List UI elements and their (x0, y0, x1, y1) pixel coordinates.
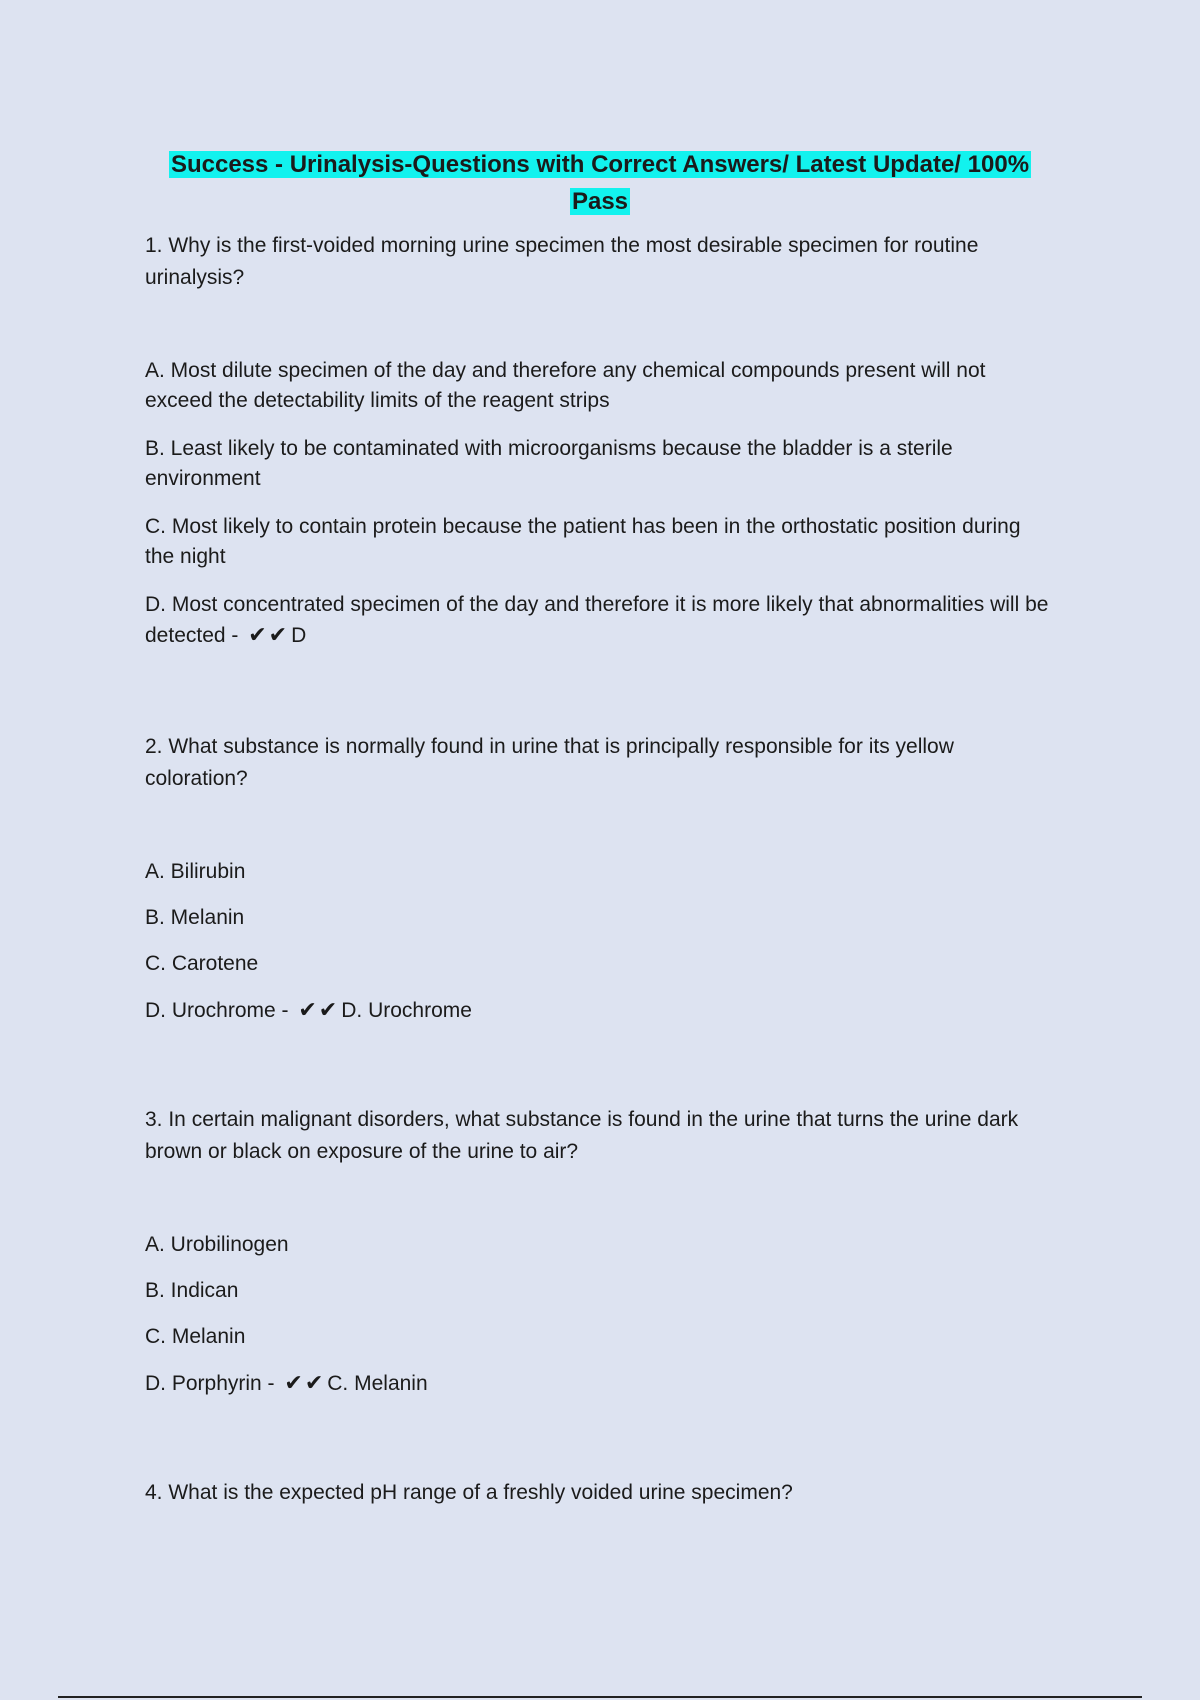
q3-option-b: B. Indican (145, 1279, 239, 1302)
question-1: 1. Why is the first-voided morning urine specimen the most desirable specimen for routine urinalysis? (145, 234, 979, 289)
q3-option-c: C. Melanin (145, 1325, 246, 1348)
q2-option-d-text: D. Urochrome - (145, 999, 289, 1022)
q1-option-d-text: D. Most concentrated specimen of the day and therefore it is more likely that abnormalities will be detected - (145, 593, 1049, 647)
q1-option-a: A. Most dilute specimen of the day and therefore any chemical compounds present will not exceed the detectability limits of the reagent strips (145, 359, 986, 412)
page-bottom-rule (58, 1696, 1142, 1698)
q1-answer: D (291, 624, 307, 647)
q2-option-b: B. Melanin (145, 906, 245, 929)
checkmark-icon: ✔✔ (298, 997, 340, 1022)
q2-option-a: A. Bilirubin (145, 860, 246, 883)
title-line-1: Success - Urinalysis-Questions with Correct Answers/ Latest Update/ 100% (170, 151, 1030, 178)
question-3: 3. In certain malignant disorders, what substance is found in the urine that turns the urine dark brown or black on exposure of the urine to air? (145, 1108, 1019, 1163)
title-line-2: Pass (571, 188, 629, 215)
q2-answer: D. Urochrome (341, 999, 472, 1022)
question-2: 2. What substance is normally found in urine that is principally responsible for its yellow coloration? (145, 735, 954, 790)
q2-option-d (145, 995, 1055, 1026)
q3-option-d-text: D. Porphyrin - (145, 1372, 275, 1395)
q3-option-a: A. Urobilinogen (145, 1233, 289, 1256)
q3-option-d (145, 1368, 1055, 1399)
document-title (145, 146, 1055, 220)
document-page (145, 146, 1055, 1509)
q3-answer: C. Melanin (327, 1372, 428, 1395)
checkmark-icon: ✔✔ (248, 622, 290, 647)
q1-option-d (145, 590, 1055, 651)
q2-option-c: C. Carotene (145, 952, 259, 975)
q1-option-c: C. Most likely to contain protein because the patient has been in the orthostatic position during the night (145, 515, 1021, 568)
question-4: 4. What is the expected pH range of a freshly voided urine specimen? (145, 1481, 793, 1504)
checkmark-icon: ✔✔ (284, 1370, 326, 1395)
q1-option-b: B. Least likely to be contaminated with microorganisms because the bladder is a sterile environment (145, 437, 953, 490)
